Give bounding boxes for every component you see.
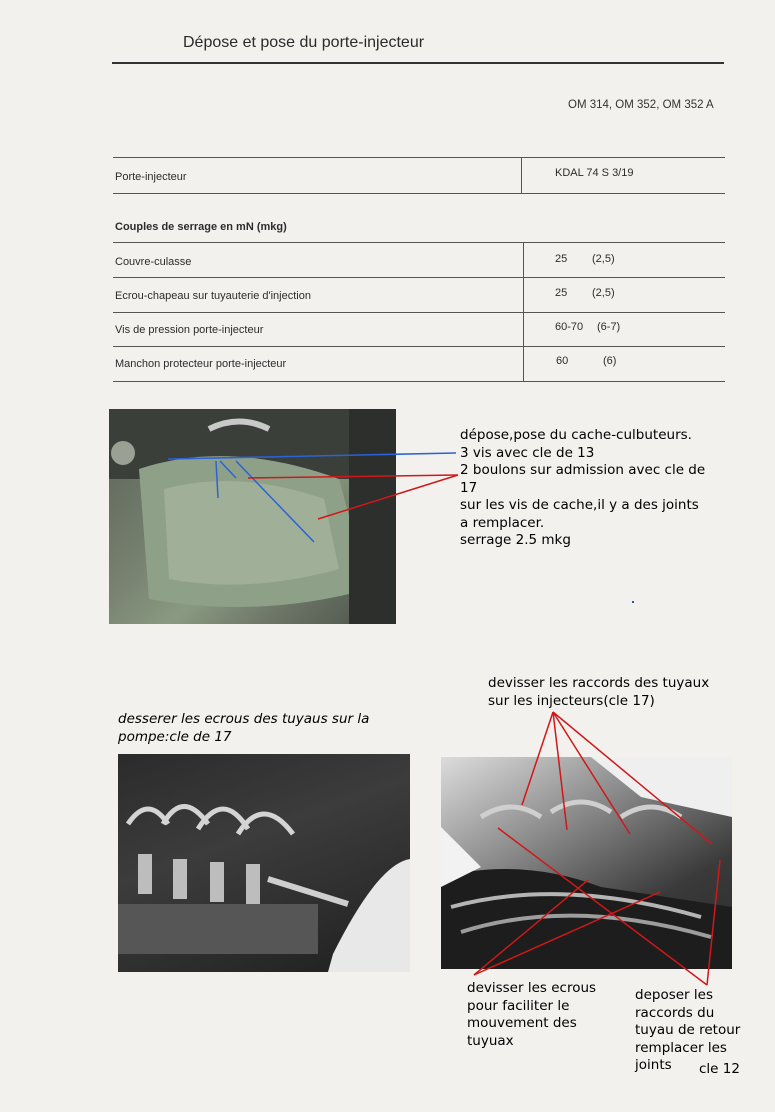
torque-row-label: Manchon protecteur porte-injecteur bbox=[115, 358, 287, 370]
injector-label: Porte-injecteur bbox=[115, 171, 187, 183]
page-title: Dépose et pose du porte-injecteur bbox=[183, 34, 425, 51]
pump-nuts-annotation: desserer les ecrous des tuyaus sur la pompe:cle de 17 bbox=[118, 711, 370, 745]
return-pipe-annotation: deposer les raccords du tuyau de retour remplacer les joints bbox=[635, 987, 741, 1073]
engine-valve-cover-photo bbox=[109, 409, 396, 624]
torque-row-label: Couvre-culasse bbox=[115, 256, 192, 268]
torque-row-value-alt: (6) bbox=[603, 355, 617, 367]
valve-cover-annotation: dépose,pose du cache-culbuteurs. 3 vis avec cle de 13 2 boulons sur admission avec cle de 17 sur les vis de cache,il y a des joints a remplacer. serrage 2.5 mkg bbox=[460, 427, 706, 548]
table-column-divider bbox=[521, 157, 522, 193]
torque-row-label: Vis de pression porte-injecteur bbox=[115, 324, 264, 336]
loosen-nuts-annotation: devisser les ecrous pour faciliter le mouvement des tuyuax bbox=[467, 980, 597, 1049]
torque-row-value-alt: (2,5) bbox=[592, 287, 615, 299]
table-rule bbox=[113, 193, 725, 194]
table-rule bbox=[113, 277, 725, 278]
torque-row-value: 60 bbox=[556, 355, 569, 367]
stray-dot bbox=[632, 601, 634, 603]
engine-models: OM 314, OM 352, OM 352 A bbox=[568, 99, 714, 111]
torque-row-value: 60-70 bbox=[555, 321, 584, 333]
injector-value: KDAL 74 S 3/19 bbox=[555, 167, 634, 179]
torque-row-label: Ecrou-chapeau sur tuyauterie d'injection bbox=[115, 290, 311, 302]
injection-pump-photo bbox=[118, 754, 410, 972]
title-divider bbox=[112, 62, 724, 64]
injector-lines-photo bbox=[441, 757, 732, 969]
torque-row-value-alt: (6-7) bbox=[597, 321, 621, 333]
table-rule bbox=[113, 157, 725, 158]
torque-row-value: 25 bbox=[555, 287, 568, 299]
table-rule bbox=[113, 242, 725, 243]
torque-row-value: 25 bbox=[555, 253, 568, 265]
torque-heading: Couples de serrage en mN (mkg) bbox=[115, 221, 287, 233]
table-rule bbox=[113, 346, 725, 347]
table-rule bbox=[113, 381, 725, 382]
return-pipe-key-size: cle 12 bbox=[699, 1061, 740, 1077]
torque-row-value-alt: (2,5) bbox=[592, 253, 615, 265]
table-rule bbox=[113, 312, 725, 313]
injector-fittings-annotation: devisser les raccords des tuyaux sur les injecteurs(cle 17) bbox=[488, 675, 710, 709]
